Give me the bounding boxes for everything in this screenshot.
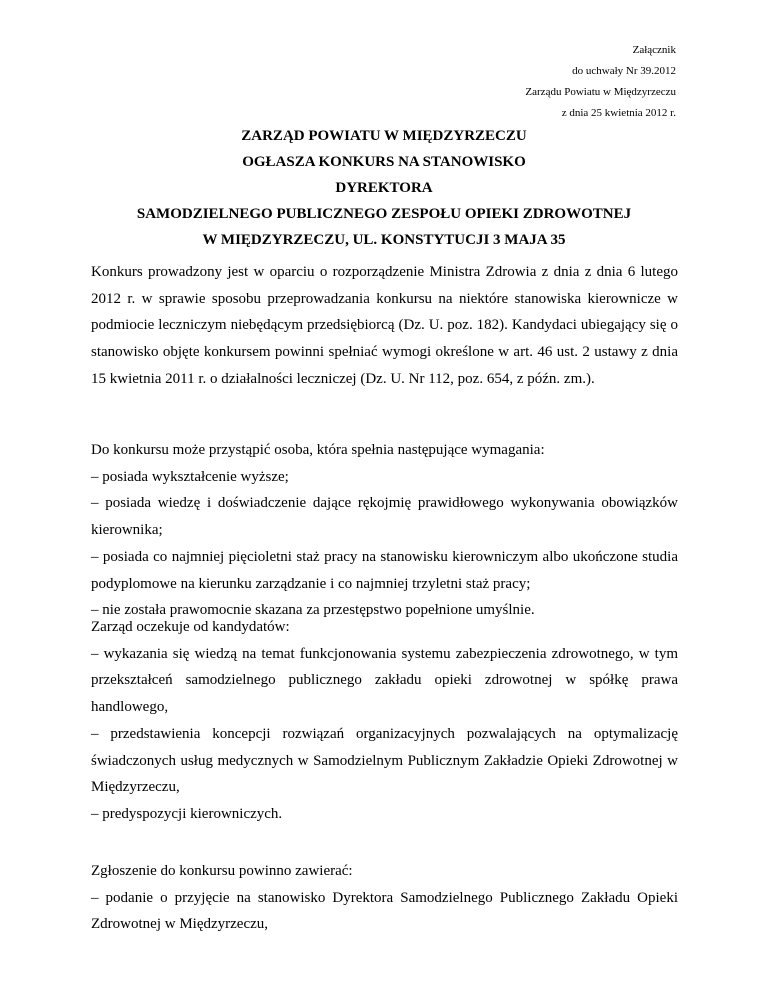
title-line: ZARZĄD POWIATU W MIĘDZYRZECZU xyxy=(241,128,527,144)
application-title: Zgłoszenie do konkursu powinno zawierać: xyxy=(91,863,353,879)
title-line: OGŁASZA KONKURS NA STANOWISKO xyxy=(242,154,526,170)
list-item: – posiada co najmniej pięcioletni staż pracy na stanowisku kierowniczym albo ukończone studia podyplomowe na kierunku zarządzanie i co najmniej trzyletni staż pracy; xyxy=(91,548,678,592)
list-item: – posiada wykształcenie wyższe; xyxy=(91,468,289,485)
requirements-title: Do konkursu może przystąpić osoba, która spełnia następujące wymagania: xyxy=(91,442,545,458)
list-item: – predyspozycji kierowniczych. xyxy=(91,805,283,822)
list-item: – podanie o przyjęcie na stanowisko Dyrektora Samodzielnego Publicznego Zakładu Opieki Zdrowotnej w Międzyrzeczu, xyxy=(91,889,678,933)
document-title xyxy=(0,123,768,253)
list-item: – przedstawienia koncepcji rozwiązań organizacyjnych pozwalających na optymalizację świadczonych usług medycznych w Samodzielnym Publicznym Zakładzie Opieki Zdrowotnej w Międzyrzeczu, xyxy=(91,725,678,796)
application-section xyxy=(91,858,678,938)
attachment-line: Załącznik xyxy=(632,44,676,56)
attachment-line: do uchwały Nr 39.2012 xyxy=(572,65,676,77)
attachment-line: z dnia 25 kwietnia 2012 r. xyxy=(561,107,676,119)
list-item: – posiada wiedzę i doświadczenie dające rękojmię prawidłowego wykonywania obowiązków kierownika; xyxy=(91,495,678,539)
title-line: SAMODZIELNEGO PUBLICZNEGO ZESPOŁU OPIEKI ZDROWOTNEJ xyxy=(136,206,632,222)
intro-section xyxy=(91,259,678,393)
intro-paragraph: Konkurs prowadzony jest w oparciu o rozporządzenie Ministra Zdrowia z dnia z dnia 6 lutego 2012 r. w sprawie sposobu przeprowadzania konkursu na niektóre stanowiska kierownicze w podmiocie leczniczym niebędącym przedsiębiorcą (Dz. U. poz. 182). Kandydaci ubiegający się o stanowisko objęte konkursem powinni spełniać wymogi określone w art. 46 ust. 2 ustawy z dnia 15 kwietnia 2011 r. o działalności leczniczej (Dz. U. Nr 112, poz. 654, z późn. zm.). xyxy=(91,264,678,387)
attachment-line: Zarządu Powiatu w Międzyrzeczu xyxy=(525,86,676,98)
requirements-section xyxy=(91,437,678,624)
expectations-section xyxy=(91,614,678,828)
list-item: – nie została prawomocnie skazana za przestępstwo popełnione umyślnie. xyxy=(91,602,535,619)
expectations-title: Zarząd oczekuje od kandydatów: xyxy=(91,619,290,635)
list-item: – wykazania się wiedzą na temat funkcjonowania systemu zabezpieczenia zdrowotnego, w tym przekształceń samodzielnego publicznego zakładu opieki zdrowotnej w spółkę prawa handlowego, xyxy=(91,645,678,716)
title-line: W MIĘDZYRZECZU, UL. KONSTYTUCJI 3 MAJA 35 xyxy=(202,232,566,248)
title-line: DYREKTORA xyxy=(335,180,433,196)
attachment-note xyxy=(525,40,676,124)
